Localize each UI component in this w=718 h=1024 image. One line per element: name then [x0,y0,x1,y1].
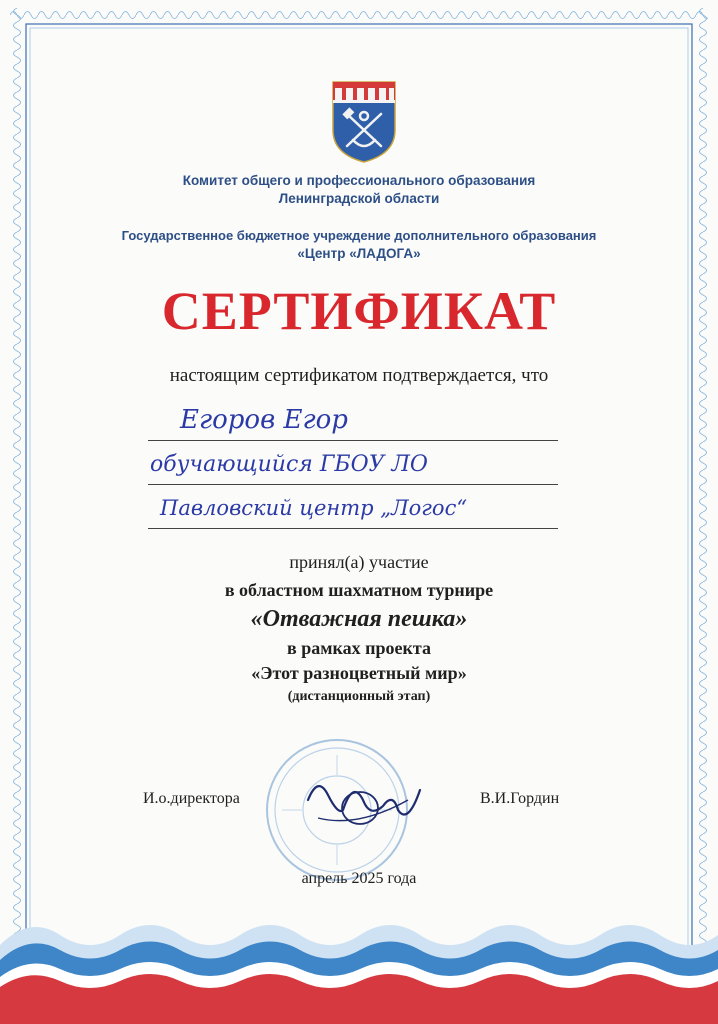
issue-date: апрель 2025 года [301,870,417,887]
decorative-waves [0,905,718,1024]
certificate-title: СЕРТИФИКАТ [161,281,557,341]
tournament-name: «Отважная пешка» [250,606,468,632]
recipient-name-handwritten: Егоров Егор [180,405,348,435]
status-underline [148,484,558,485]
coat-of-arms-emblem [331,80,397,164]
director-position: И.о.директора [143,790,240,807]
institution-name-line2: «Центр «ЛАДОГА» [297,246,421,261]
project-name: «Этот разноцветный мир» [251,663,467,683]
committee-name-line2: Ленинградской области [278,191,440,206]
event-text: в областном шахматном турнире [224,580,494,600]
certificate-intro: настоящим сертификатом подтверждается, что [169,365,549,386]
stage-text: (дистанционный этап) [287,689,431,704]
recipient-status-handwritten: обучающийся ГБОУ ЛО [150,452,428,477]
director-signature [298,770,428,840]
institution-name-line1: Государственное бюджетное учреждение дополнительного образования [121,228,597,243]
school-underline [148,528,558,529]
committee-name-line1: Комитет общего и профессионального образования [182,173,536,188]
name-underline [148,440,558,441]
project-intro-text: в рамках проекта [287,638,431,658]
participation-text: принял(а) участие [289,552,429,572]
director-name: В.И.Гордин [480,790,560,807]
recipient-school-handwritten: Павловский центр „Логос“ [160,496,468,520]
